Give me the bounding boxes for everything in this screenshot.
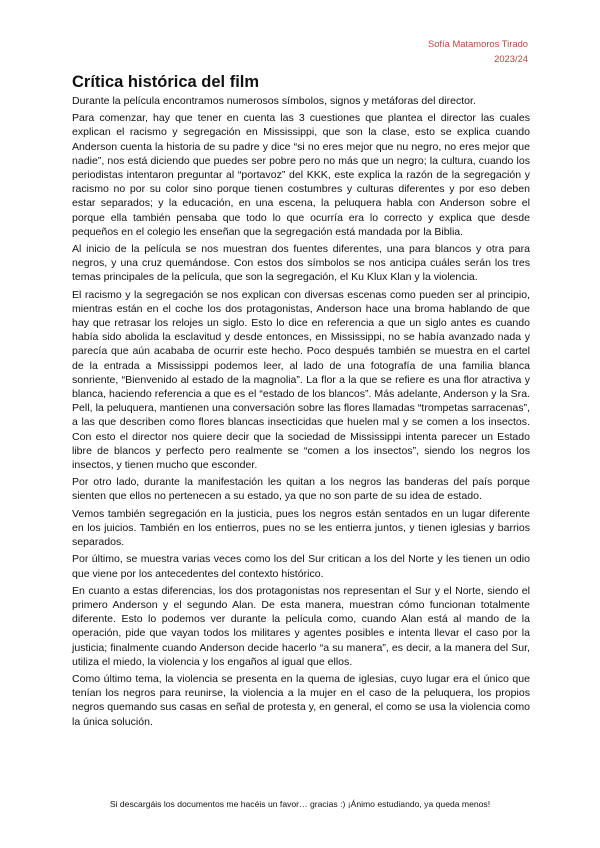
- paragraph-justice: Vemos también segregación en la justicia, pues los negros están sentados en un lugar diferente en los juicios. También en los entierros, pues no se les entierra juntos, y tienen iglesias y barrios separados.: [72, 507, 530, 549]
- paragraph-opening-symbols: Al inicio de la película se nos muestran dos fuentes diferentes, una para blancos y otra para negros, y una cruz quemándose. Con estos dos símbolos se nos anticipa cuáles serán los tres temas principales de la película, que son la segregación, el Ku Klux Klan y la violencia.: [72, 243, 530, 284]
- footer-note: Si descargáis los documentos me hacéis un favor… gracias :) ¡Ánimo estudiando, ya queda menos!: [109, 799, 491, 809]
- paragraph-intro: Durante la película encontramos numerosos símbolos, signos y metáforas del director.: [72, 95, 476, 107]
- document-header: [428, 36, 528, 66]
- document-title: Crítica histórica del film: [72, 73, 260, 91]
- author-name: Sofía Matamoros Tirado: [427, 38, 528, 49]
- paragraph-flags: Por otro lado, durante la manifestación les quitan a los negros las banderas del país porque sienten que ellos no pertenecen a su estado, ya que no son parte de su idea de estado.: [72, 476, 530, 503]
- document-body: [72, 94, 530, 732]
- paragraph-questions: Para comenzar, hay que tener en cuenta las 3 cuestiones que plantea el director las cuales explican el racismo y segregación en Mississippi, que son la clase, esto se explica cuando Anderson cuenta la historia de su padre y dice “si no eres mejor que nu negro, no eres mejor que nadie”, nos está diciendo que puedes ser pobre pero no más que un negro; la cultura, cuando los periodistas intentaron preguntar al “portavoz” del KKK, este explica la razón de la segregación y racismo no por su color sino porque tienen costumbres y culturas diferentes y por eso deben estar separados; y la educación, en una escena, la peluquera habla con Anderson sobre el porque ella también pensaba que todo lo que ocurría era lo correcto y explica que desde pequeños en el colegio les enseñan que la segregación está mandada por la Biblia.: [72, 112, 530, 238]
- paragraph-racism-segregation: El racismo y la segregación se nos explican con diversas escenas como pueden ser al principio, mientras están en el coche los dos protagonistas, Anderson hace una broma hablando de que hay que retrasar los relojes un siglo. Esto lo dice en referencia a que un siglo antes es cuando había sido abolida la esclavitud y desde entonces, en Mississippi, no se había avanzado nada y parecía que aún acababa de ocurrir este hecho. Poco después también se muestra en el cartel de la entrada a Mississippi podemos leer, al lado de una fotografía de una familia blanca sonriente, “Bienvenido al estado de la magnolia”. La flor a la que se refiere es una flor atractiva y blanca, haciendo referencia a que es el “estado de los blancos”. Más adelante, Anderson y la Sra. Pell, la peluquera, mantienen una conversación sobre las flores llamadas “trompetas sarracenas”, a las que describen como flores blancas insecticidas que huelen mal y se comen a los insectos. Con esto el director nos quiere decir que la sociedad de Mississippi intenta parecer un Estado libre de blancos y perfecto pero realmente se “comen a los insectos”, siendo los negros los insectos, y tienen mucho que esconder.: [72, 288, 530, 472]
- academic-year: 2023/24: [494, 53, 528, 64]
- paragraph-violence: Como último tema, la violencia se presenta en la quema de iglesias, cuyo lugar era el único que tenían los negros para reunirse, la violencia a la mujer en el caso de la peluquera, los propios negros quemando sus casas en señal de protesta y, en general, el como se usa la violencia como la única solución.: [72, 672, 530, 728]
- paragraph-protagonists: En cuanto a estas diferencias, los dos protagonistas nos representan el Sur y el Norte, siendo el primero Anderson y el segundo Alan. De esta manera, muestran cómo funcionan totalmente diferente. Esto lo podemos ver durante la película como, cuando Alan está al mando de la operación, pide que vayan todos los militares y agentes posibles e intenta llevar el caso por la justicia; finalmente cuando Anderson decide hacerlo “a su manera”, es decir, a la manera del Sur, utiliza el miedo, la violencia y los engaños al igual que ellos.: [72, 584, 530, 668]
- paragraph-north-south: Por último, se muestra varias veces como los del Sur critican a los del Norte y les tienen un odio que viene por los antecedentes del contexto histórico.: [72, 553, 530, 580]
